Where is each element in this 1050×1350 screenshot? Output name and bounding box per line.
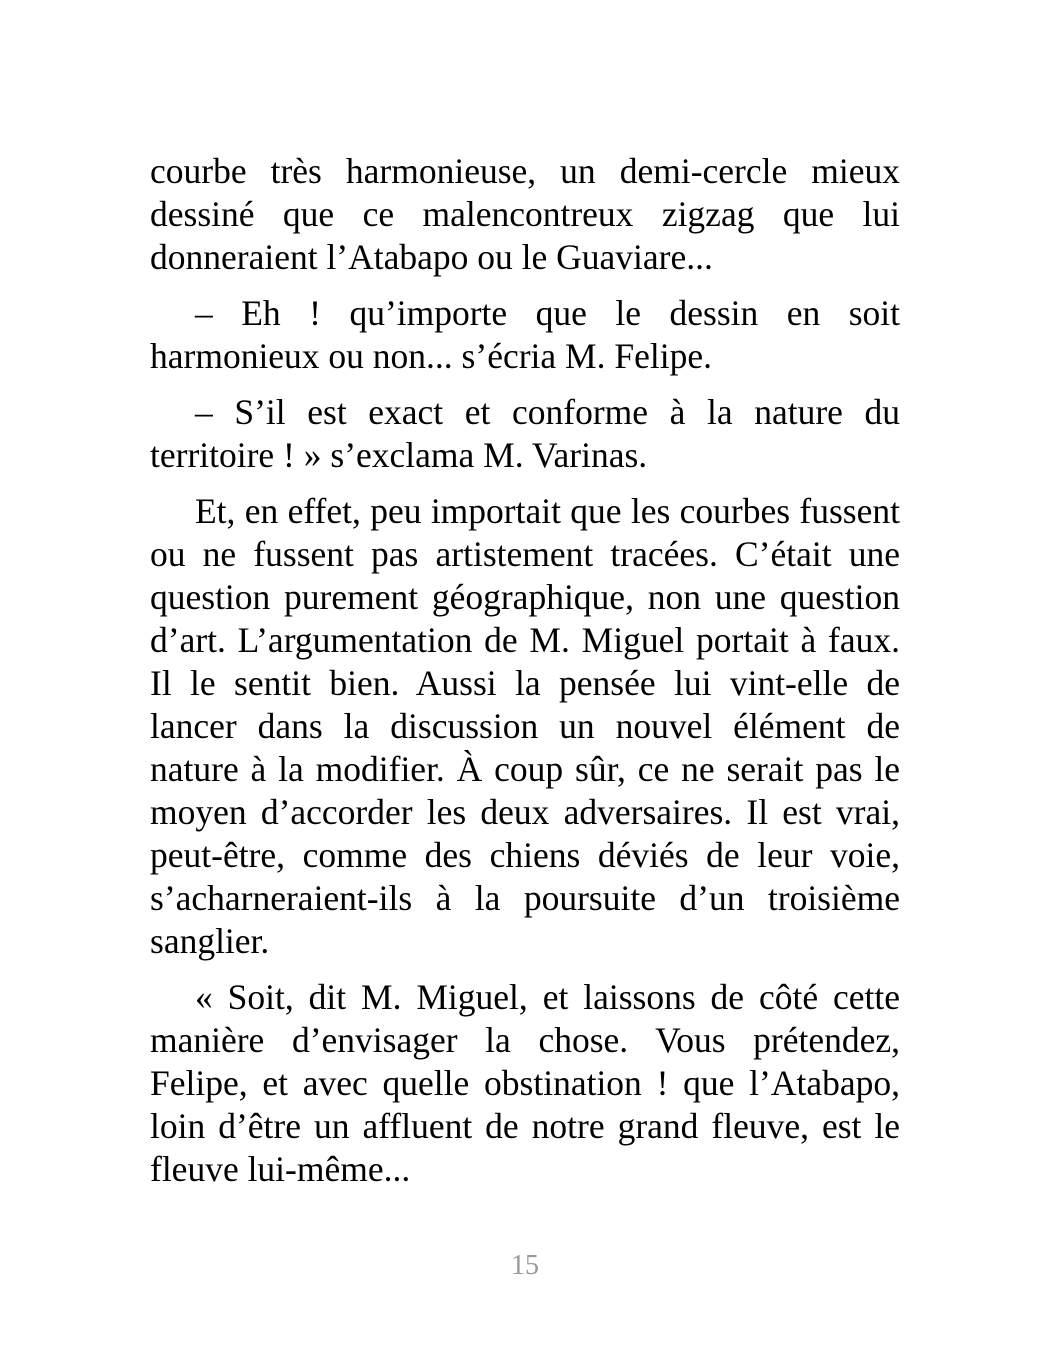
paragraph-narration: Et, en effet, peu importait que les courbes fussent ou ne fussent pas artistement tracées. C’était une question purement géographique, non une question d’art. L’argumentation de M. Miguel portait à faux. Il le sentit bien. Aussi la pensée lui vint-elle de lancer dans la discussion un nouvel élément de nature à la modifier. À coup sûr, ce ne serait pas le moyen d’accorder les deux adversaires. Il est vrai, peut-être, comme des chiens déviés de leur voie, s’acharneraient-ils à la poursuite d’un troisième sanglier.	[150, 491, 900, 961]
paragraph-dialogue-miguel: « Soit, dit M. Miguel, et laissons de côté cette manière d’envisager la chose. Vous prétendez, Felipe, et avec quelle obstination ! que l’Atabapo, loin d’être un affluent de notre grand fleuve, est le fleuve lui-même...	[150, 977, 900, 1189]
paragraph-dialogue-varinas: – S’il est exact et conforme à la nature du territoire ! » s’exclama M. Varinas.	[150, 392, 900, 475]
paragraph-continuation: courbe très harmonieuse, un demi-cercle mieux dessiné que ce malencontreux zigzag que lui donneraient l’Atabapo ou le Guaviare...	[150, 151, 900, 277]
paragraph-dialogue-felipe: – Eh ! qu’importe que le dessin en soit harmonieux ou non... s’écria M. Felipe.	[150, 293, 900, 376]
page-body	[150, 150, 900, 1204]
page-number: 15	[511, 1250, 539, 1281]
